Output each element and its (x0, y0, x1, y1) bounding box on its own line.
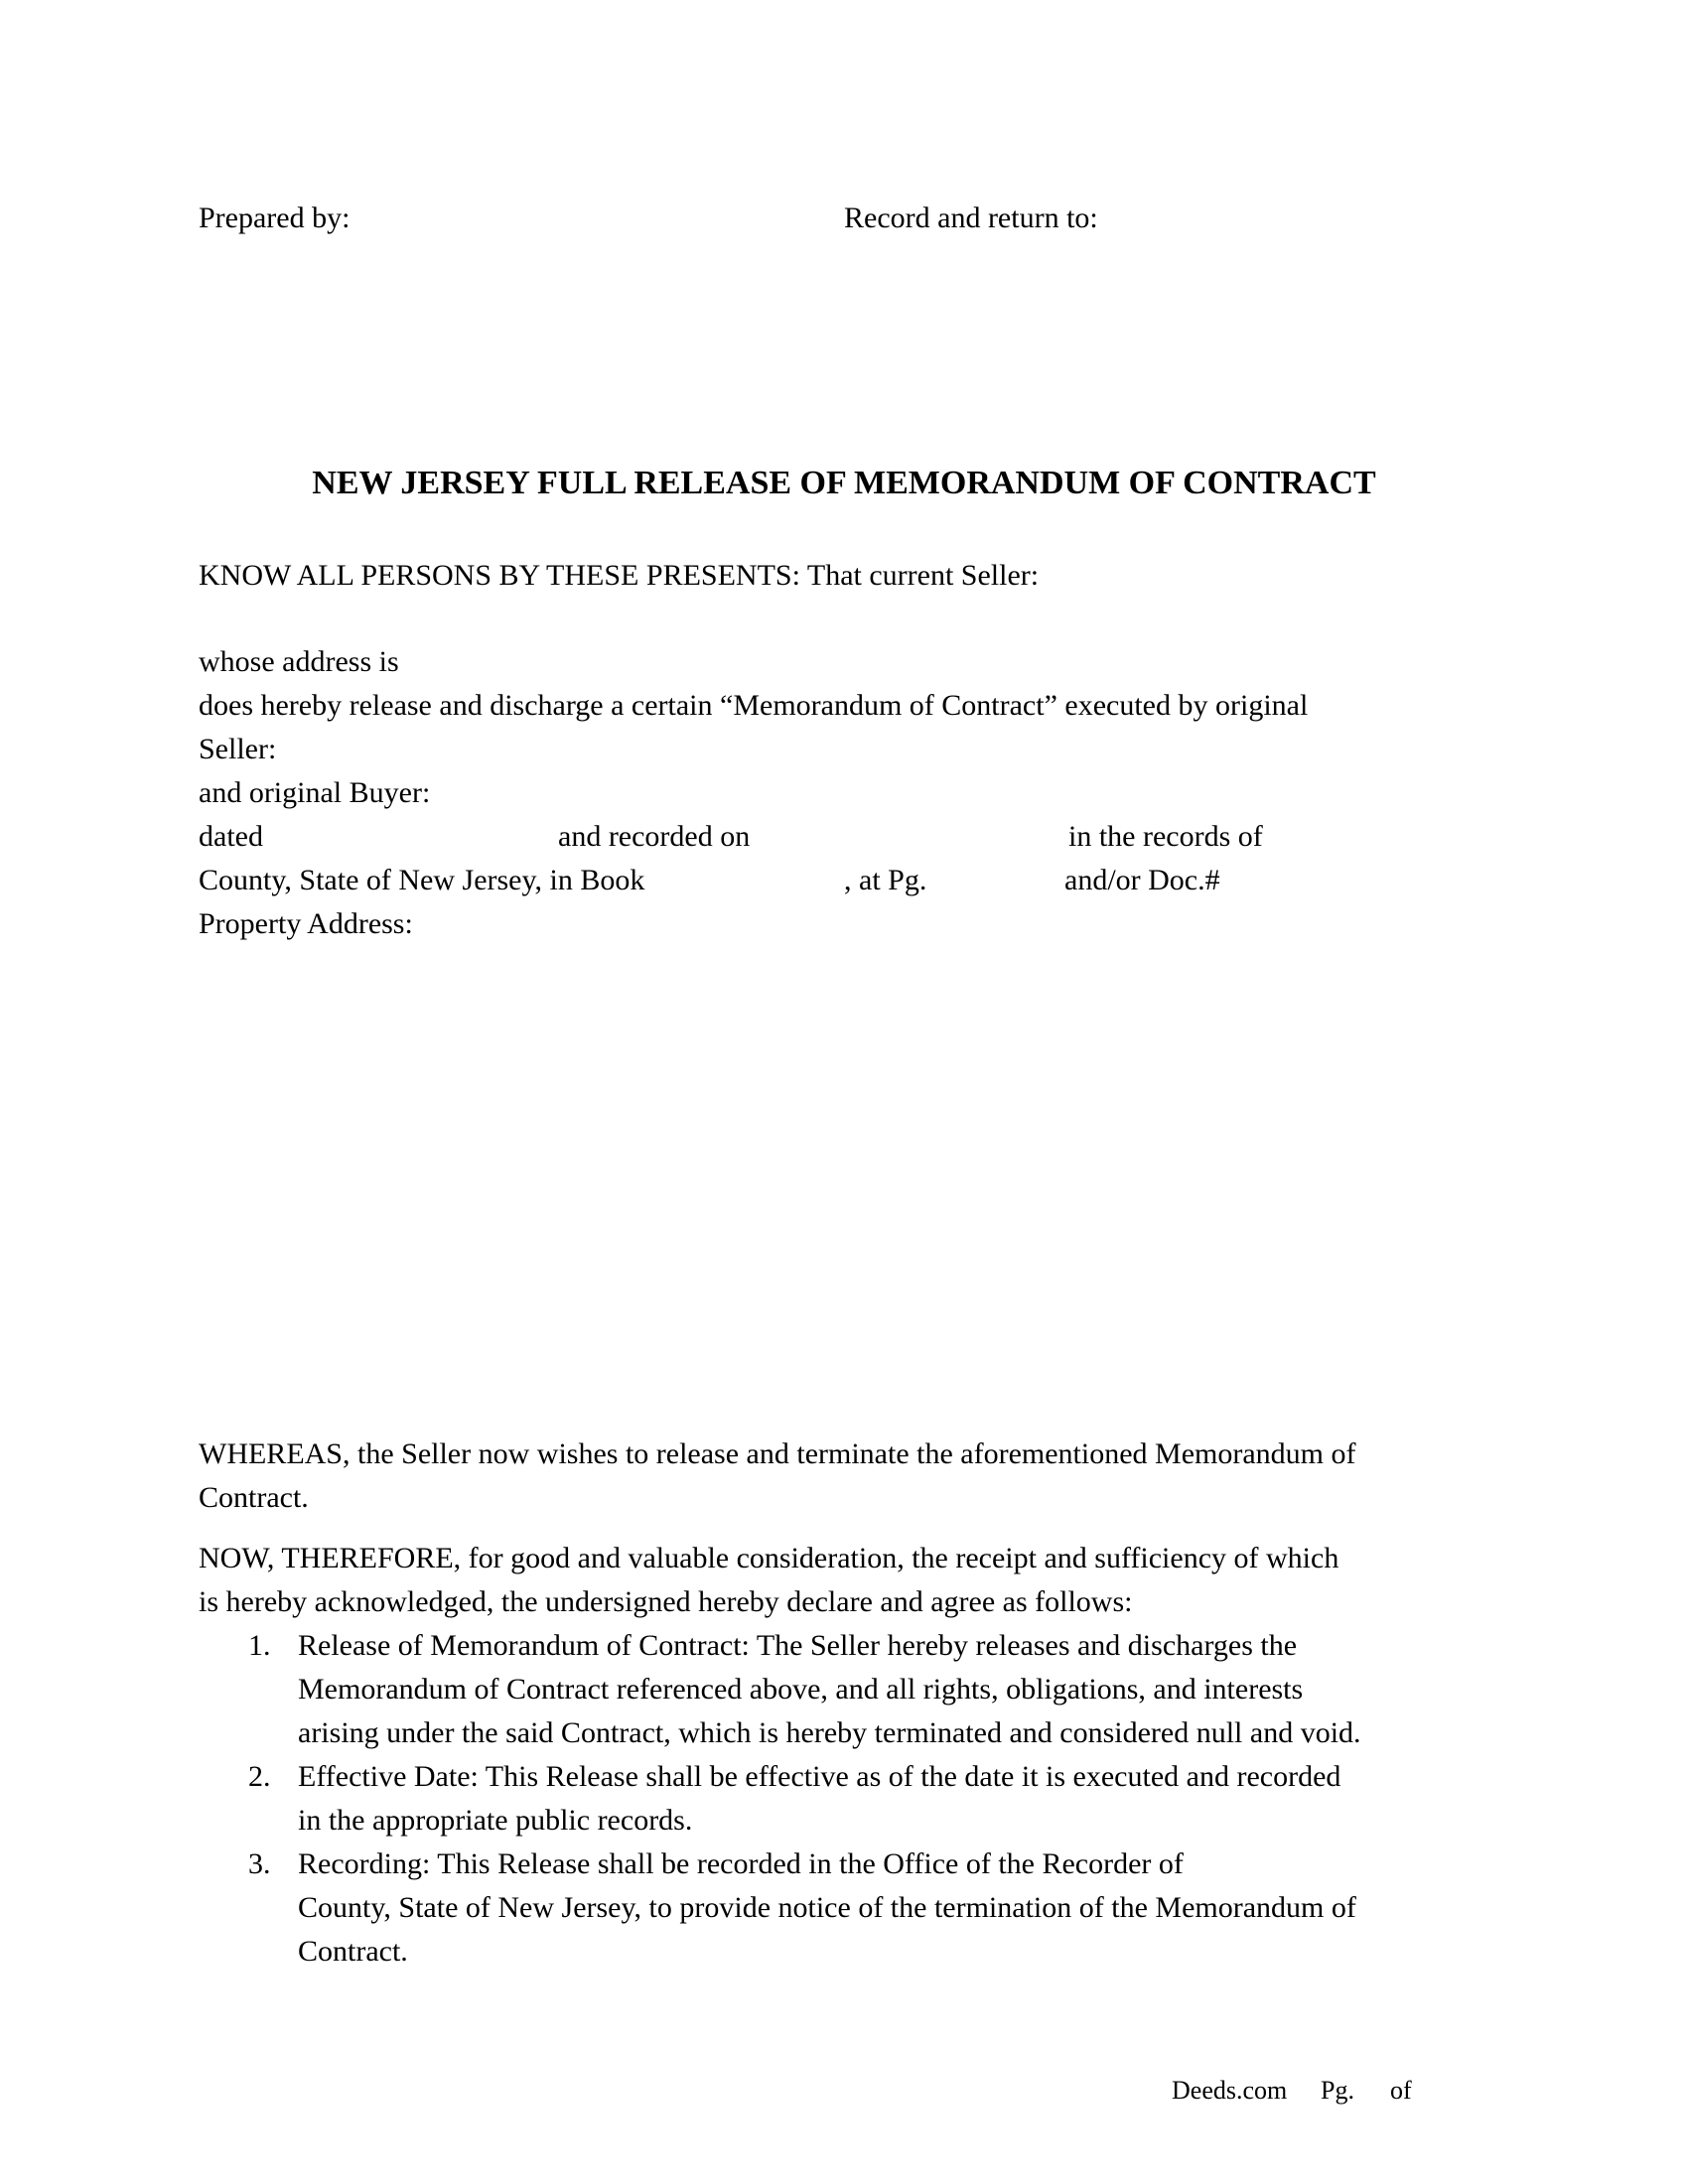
footer-page-label: Pg. (1321, 2076, 1354, 2105)
list-item-number: 2. (248, 1760, 271, 1793)
list-item-line: Recording: This Release shall be recorded in the Office of the Recorder of (298, 1847, 1184, 1880)
county-state-book-label: County, State of New Jersey, in Book (199, 864, 645, 896)
prepared-by-label: Prepared by: (199, 202, 351, 234)
know-all-persons: KNOW ALL PERSONS BY THESE PRESENTS: That current Seller: (199, 559, 1040, 592)
original-buyer-label: and original Buyer: (199, 776, 431, 809)
release-statement-line2: Seller: (199, 733, 277, 765)
doc-number-label: and/or Doc.# (1064, 864, 1220, 896)
now-therefore-line2: is hereby acknowledged, the undersigned hereby declare and agree as follows: (199, 1585, 1133, 1618)
list-item-number: 1. (248, 1629, 271, 1662)
now-therefore-line1: NOW, THEREFORE, for good and valuable consideration, the receipt and sufficiency of which (199, 1542, 1339, 1574)
footer-of-label: of (1390, 2076, 1412, 2105)
footer-site: Deeds.com (1172, 2076, 1288, 2105)
recorded-on-label: and recorded on (558, 820, 751, 853)
whereas-line2: Contract. (199, 1481, 309, 1514)
list-item-line: in the appropriate public records. (298, 1804, 693, 1837)
list-item-line: arising under the said Contract, which is hereby terminated and considered null and void. (298, 1716, 1361, 1749)
list-item-line: Memorandum of Contract referenced above, and all rights, obligations, and interests (298, 1673, 1304, 1706)
record-return-label: Record and return to: (844, 202, 1098, 234)
dated-label: dated (199, 820, 263, 853)
release-statement-line1: does hereby release and discharge a certain “Memorandum of Contract” executed by original (199, 689, 1309, 722)
list-item-number: 3. (248, 1847, 271, 1880)
whereas-line1: WHEREAS, the Seller now wishes to release and terminate the aforementioned Memorandum of (199, 1437, 1356, 1470)
list-item-line: Release of Memorandum of Contract: The Seller hereby releases and discharges the (298, 1629, 1298, 1662)
whose-address-label: whose address is (199, 645, 399, 678)
property-address-label: Property Address: (199, 907, 413, 940)
records-of-label: in the records of (1068, 820, 1263, 853)
list-item-line: Contract. (298, 1935, 408, 1968)
at-pg-label: , at Pg. (844, 864, 927, 896)
list-item-line: County, State of New Jersey, to provide notice of the termination of the Memorandum of (298, 1891, 1356, 1924)
document-title: NEW JERSEY FULL RELEASE OF MEMORANDUM OF CONTRACT (312, 465, 1376, 501)
list-item-line: Effective Date: This Release shall be effective as of the date it is executed and recorded (298, 1760, 1341, 1793)
